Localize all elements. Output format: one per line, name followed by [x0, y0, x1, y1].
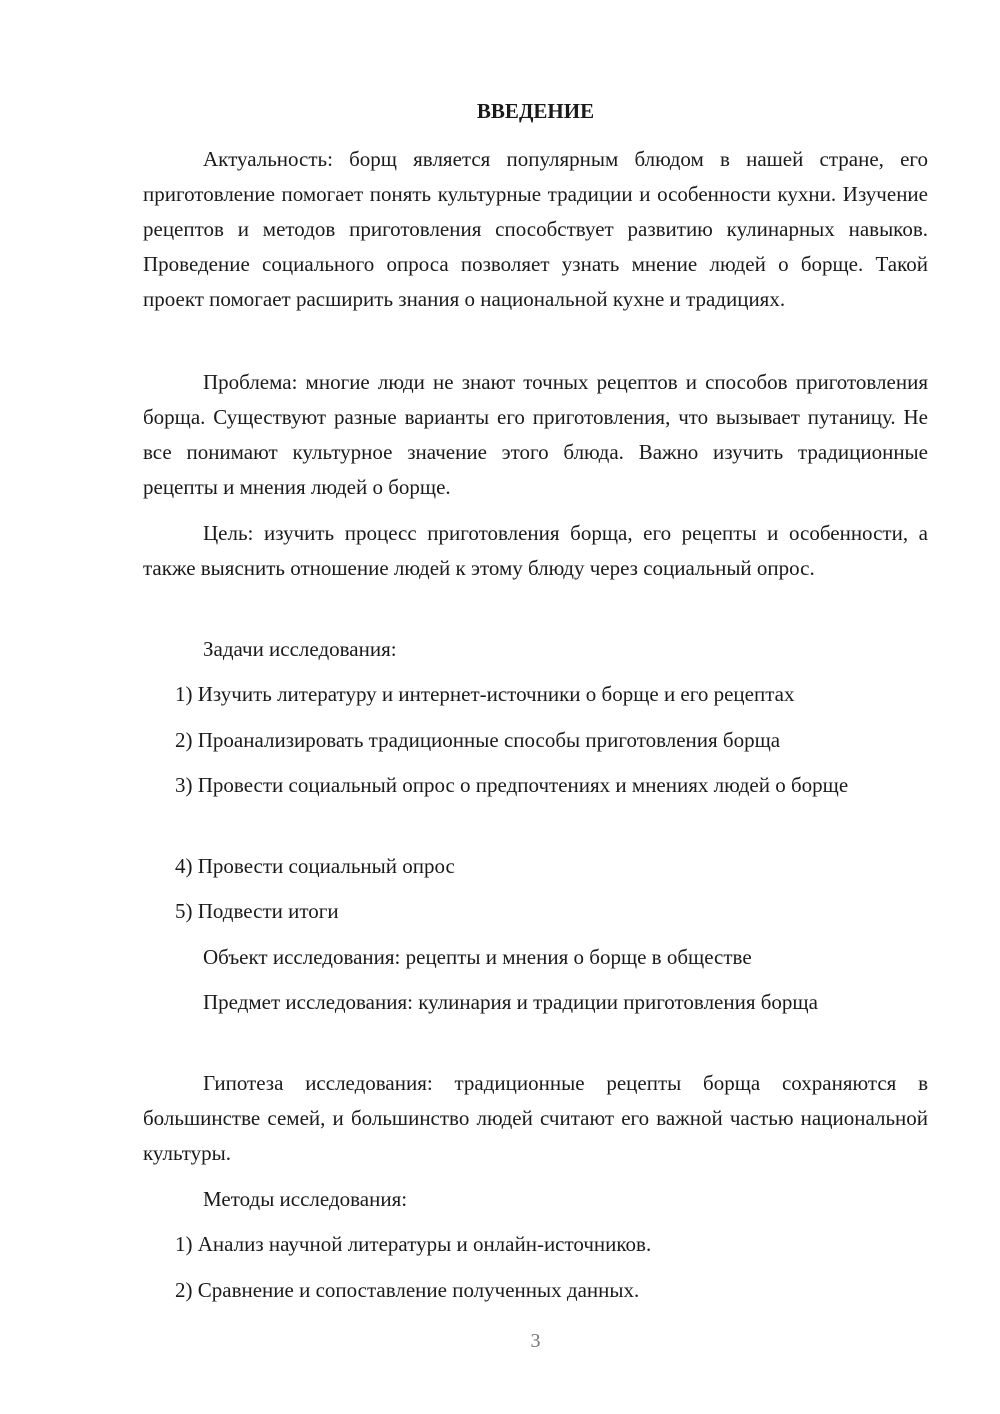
- page-number: 3: [530, 1330, 541, 1352]
- tasks-heading: Задачи исследования:: [203, 637, 397, 661]
- task-item-4: 4) Провести социальный опрос: [175, 854, 455, 878]
- methods-heading: Методы исследования:: [203, 1187, 408, 1211]
- method-item-1: 1) Анализ научной литературы и онлайн-источников.: [175, 1232, 652, 1256]
- paragraph-problem: Проблема: многие люди не знают точных рецептов и способов приготовления борща. Существуют разные варианты его приготовления, что вызывает путаницу. Не все понимают культурное значение этого блюда. Важно изучить традиционные рецепты и мнения людей о борще.: [143, 370, 928, 499]
- paragraph-hypothesis: Гипотеза исследования: традиционные рецепты борща сохраняются в большинстве семей, и большинство людей считают его важной частью национальной культуры.: [143, 1071, 928, 1165]
- task-item-2: 2) Проанализировать традиционные способы приготовления борща: [175, 728, 781, 752]
- paragraph-subject: Предмет исследования: кулинария и традиции приготовления борща: [203, 990, 818, 1014]
- task-item-5: 5) Подвести итоги: [175, 899, 339, 923]
- task-item-3: 3) Провести социальный опрос о предпочтениях и мнениях людей о борще: [175, 773, 849, 797]
- paragraph-relevance: Актуальность: борщ является популярным блюдом в нашей стране, его приготовление помогает понять культурные традиции и особенности кухни. Изучение рецептов и методов приготовления способствует развитию кулинарных навыков. Проведение социального опроса позволяет узнать мнение людей о борще. Такой проект помогает расширить знания о национальной кухне и традициях.: [143, 147, 928, 311]
- task-item-1: 1) Изучить литературу и интернет-источники о борще и его рецептах: [175, 682, 795, 706]
- page-title: ВВЕДЕНИЕ: [476, 99, 595, 123]
- paragraph-object: Объект исследования: рецепты и мнения о борще в обществе: [203, 945, 752, 969]
- paragraph-goal: Цель: изучить процесс приготовления борща, его рецепты и особенности, а также выяснить отношение людей к этому блюду через социальный опрос.: [143, 521, 928, 580]
- method-item-2: 2) Сравнение и сопоставление полученных данных.: [175, 1278, 640, 1302]
- document-page: [143, 0, 928, 1414]
